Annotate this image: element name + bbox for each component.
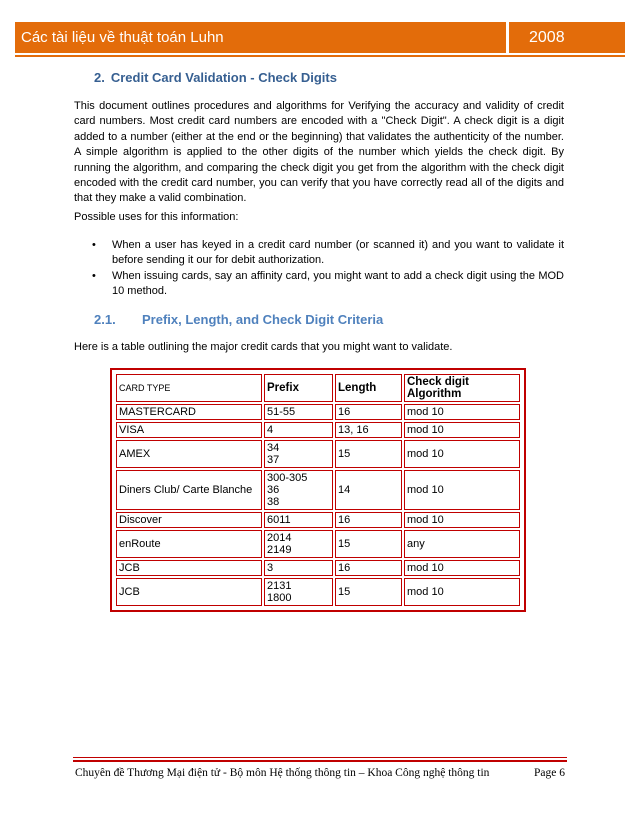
footer-text: Chuyên đề Thương Mại điện tử - Bộ môn Hệ thống thông tin – Khoa Công nghệ thông tin: [75, 767, 490, 779]
footer-rule: [73, 757, 567, 758]
cell-algorithm: any: [404, 530, 520, 558]
cell-prefix: [264, 512, 333, 528]
cell-algorithm: mod 10: [404, 470, 520, 510]
table-row: [116, 530, 520, 558]
cell-card-type: JCB: [116, 578, 262, 606]
cell-prefix: [264, 440, 333, 468]
uses-list: [92, 238, 564, 300]
cell-prefix: [264, 578, 333, 606]
bullet-icon: •: [92, 269, 96, 282]
list-item: [92, 269, 564, 300]
cell-length: 13, 16: [335, 422, 402, 438]
prefix-value: 36: [267, 484, 280, 496]
cell-length: 16: [335, 512, 402, 528]
cell-prefix: [264, 422, 333, 438]
prefix-value: 300-305: [267, 472, 308, 484]
cell-prefix: [264, 404, 333, 420]
prefix-value: 38: [267, 496, 280, 508]
cell-prefix: [264, 530, 333, 558]
section-number: 2.: [94, 70, 105, 85]
table-row: [116, 470, 520, 510]
prefix-value: 37: [267, 454, 280, 466]
cell-card-type: VISA: [116, 422, 262, 438]
cell-length: 15: [335, 440, 402, 468]
list-item-text: When issuing cards, say an affinity card, you might want to add a check digit using the MOD 10 method.: [112, 269, 564, 298]
cell-algorithm: mod 10: [404, 440, 520, 468]
table-intro: Here is a table outlining the major credit cards that you might want to validate.: [74, 341, 453, 353]
table-row: [116, 440, 520, 468]
table-header-row: [116, 374, 520, 402]
cell-length: 14: [335, 470, 402, 510]
subsection-number: 2.1.: [94, 312, 116, 327]
section-heading: [94, 70, 337, 85]
cell-card-type: JCB: [116, 560, 262, 576]
prefix-value: 3: [267, 562, 274, 574]
subsection-heading: [94, 312, 383, 327]
list-item: [92, 238, 564, 269]
header-year: 2008: [509, 22, 625, 53]
prefix-value: 51-55: [267, 406, 296, 418]
header-title: Các tài liệu về thuật toán Luhn: [15, 22, 506, 53]
header-card-type: CARD TYPE: [116, 374, 262, 402]
header-prefix: Prefix: [264, 374, 333, 402]
prefix-value: 6011: [267, 514, 291, 526]
cell-length: 15: [335, 530, 402, 558]
cell-prefix: [264, 470, 333, 510]
section-title: Credit Card Validation - Check Digits: [110, 70, 337, 85]
header-length: Length: [335, 374, 402, 402]
prefix-value: 2149: [267, 544, 292, 556]
page-header: [15, 22, 625, 53]
footer-rule-thick: [73, 760, 567, 762]
table-row: [116, 512, 520, 528]
cell-card-type: AMEX: [116, 440, 262, 468]
card-table: [114, 372, 522, 608]
uses-intro: Possible uses for this information:: [74, 211, 239, 223]
prefix-value: 34: [267, 442, 280, 454]
cell-algorithm: mod 10: [404, 560, 520, 576]
prefix-value: 4: [267, 424, 274, 436]
cell-length: 16: [335, 404, 402, 420]
subsection-title: Prefix, Length, and Check Digit Criteria: [142, 312, 384, 327]
list-item-text: When a user has keyed in a credit card number (or scanned it) and you want to validate it before sending it our for debit authorization.: [112, 239, 564, 267]
bullet-icon: •: [92, 239, 96, 251]
cell-algorithm: mod 10: [404, 512, 520, 528]
page-number: Page 6: [534, 767, 565, 779]
cell-length: 15: [335, 578, 402, 606]
prefix-value: 2014: [267, 532, 292, 544]
cell-length: 16: [335, 560, 402, 576]
cell-card-type: Diners Club/ Carte Blanche: [116, 470, 262, 510]
cell-card-type: MASTERCARD: [116, 404, 262, 420]
table-row: [116, 422, 520, 438]
cell-card-type: enRoute: [116, 530, 262, 558]
table-row: [116, 578, 520, 606]
prefix-value: 1800: [267, 592, 292, 604]
cell-algorithm: mod 10: [404, 578, 520, 606]
table-row: [116, 560, 520, 576]
table-body: [116, 404, 520, 606]
card-table-frame: [110, 368, 526, 612]
intro-paragraph: This document outlines procedures and algorithms for Verifying the accuracy and validity of credit card numbers. Most credit card numbers are encoded with a "Check Digit". A check digit is a digit added to a number (either at the end or the beginning) that validates the authenticity of the number. A simple algorithm is applied to the other digits of the number which yields the check digit. By running the algorithm, and comparing the check digit you get from the algorithm with the check digit encoded with the credit card number, you can verify that you have correctly read all of the digits and that they make a valid combination.: [74, 100, 564, 205]
header-rule: [15, 55, 625, 57]
cell-algorithm: mod 10: [404, 422, 520, 438]
header-algorithm: Check digit Algorithm: [404, 374, 520, 402]
cell-prefix: [264, 560, 333, 576]
cell-algorithm: mod 10: [404, 404, 520, 420]
prefix-value: 2131: [267, 580, 292, 592]
cell-card-type: Discover: [116, 512, 262, 528]
table-row: [116, 404, 520, 420]
